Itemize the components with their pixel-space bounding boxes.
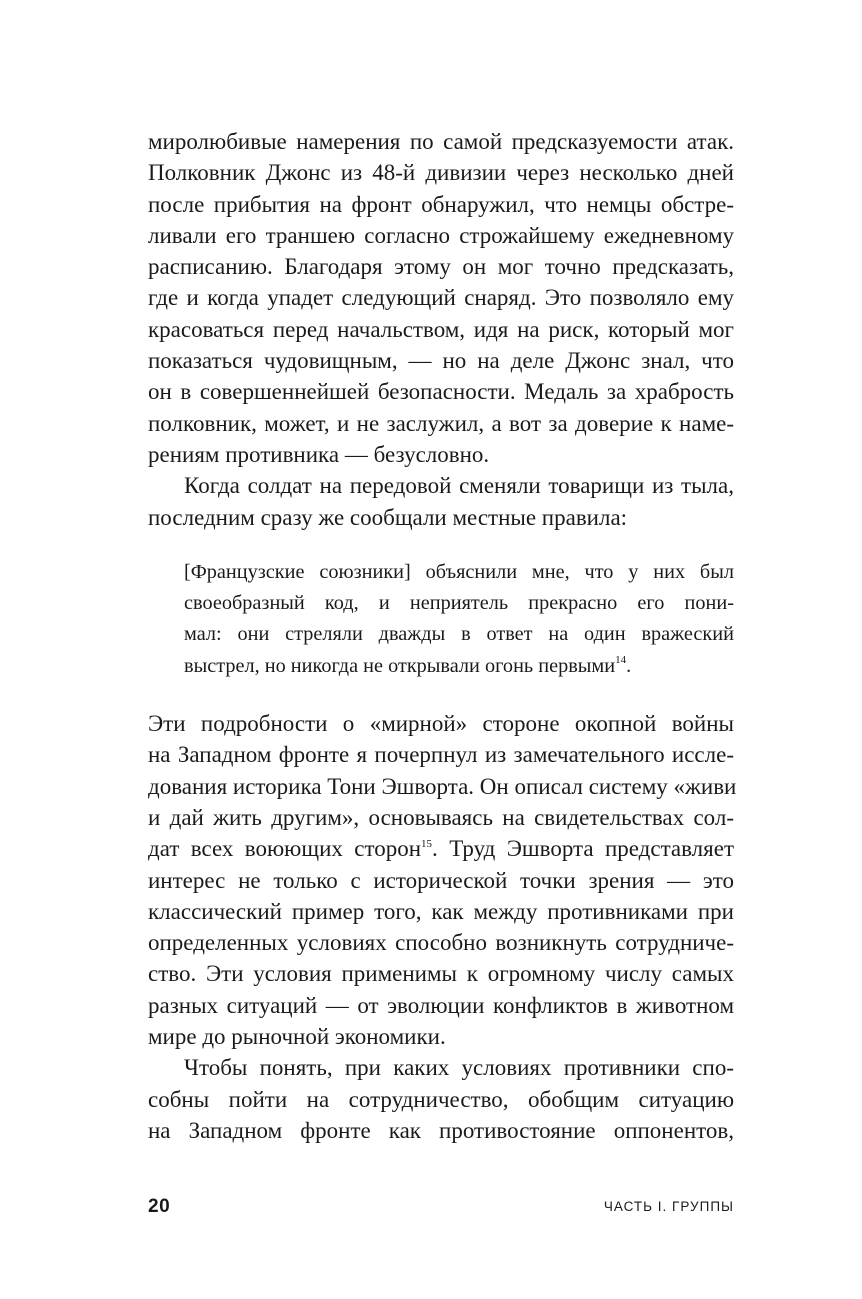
running-head: ЧАСТЬ I. ГРУППЫ: [603, 1199, 734, 1214]
text-line: Полковник Джонс из 48-й дивизии через несколько дней: [148, 160, 734, 186]
quote-line: [184, 651, 734, 682]
text-line: ливали его траншею согласно строжайшему ежедневному: [148, 222, 734, 248]
text-line: расписанию. Благодаря этому он мог точно предсказать,: [148, 254, 734, 280]
text-line: мире до рыночной экономики.: [148, 1024, 446, 1050]
paragraph-4: [148, 1052, 734, 1146]
text-line: Чтобы понять, при каких условиях противники спо-: [184, 1055, 734, 1081]
quote-line: своеобразный код, и неприятель прекрасно его пони-: [184, 592, 734, 615]
text-line: где и когда упадет следующий снаряд. Это позволяло ему: [148, 285, 734, 311]
quote-line: [Французские союзники] объяснили мне, что у них был: [184, 560, 734, 583]
quote-end: .: [626, 654, 632, 677]
text-line: ство. Эти условия применимы к огромному числу самых: [148, 961, 734, 987]
block-quote: [184, 557, 734, 682]
text-line: рениям противника — безусловно.: [148, 441, 490, 467]
text-line: на Западном фронте я почерпнул из замечательного иссле-: [148, 742, 734, 768]
text-line: Когда солдат на передовой сменяли товарищи из тыла,: [184, 473, 734, 499]
text-line: полковник, может, и не заслужил, а вот за доверие к наме-: [148, 410, 734, 436]
text-line: [148, 833, 734, 864]
text-line: классический пример того, как между противниками при: [148, 898, 734, 924]
quote-line-text: выстрел, но никогда не открывали огонь первыми: [184, 654, 616, 677]
text-segment: дат всех воюющих сторон: [148, 836, 422, 862]
text-line: красоваться перед начальством, идя на риск, который мог: [148, 316, 734, 342]
text-line: на Западном фронте как противостояние оппонентов,: [148, 1117, 734, 1143]
footnote-ref: 14: [615, 653, 627, 666]
page-footer: [148, 1196, 734, 1220]
text-line: интерес не только с исторической точки зрения — это: [148, 867, 734, 893]
footnote-ref: 15: [421, 838, 433, 851]
text-line: показаться чудовищным, — но на деле Джонс знал, что: [148, 348, 734, 374]
paragraph-3: [148, 708, 737, 1052]
text-line: определенных условиях способно возникнуть сотрудниче-: [148, 930, 734, 956]
text-line: последним сразу же сообщали местные правила:: [148, 504, 628, 530]
body-text: [148, 126, 737, 1146]
text-segment: . Труд Эшворта представляет: [432, 836, 734, 862]
text-line: и дай жить другим», основываясь на свидетельствах сол-: [148, 804, 734, 830]
text-line: собны пойти на сотрудничество, обобщим ситуацию: [148, 1086, 734, 1112]
page-number: 20: [148, 1196, 171, 1217]
text-line: дования историка Тони Эшворта. Он описал систему «живи: [148, 773, 737, 799]
text-line: разных ситуаций — от эволюции конфликтов в животном: [148, 992, 734, 1018]
quote-line: мал: они стреляли дважды в ответ на один вражеский: [184, 623, 734, 646]
text-line: миролюбивые намерения по самой предсказуемости атак.: [148, 129, 734, 154]
text-line: он в совершеннейшей безопасности. Медаль за храбрость: [148, 379, 734, 405]
text-line: Эти подробности о «мирной» стороне окопной войны: [148, 711, 734, 737]
paragraph-1: [148, 126, 734, 470]
text-line: после прибытия на фронт обнаружил, что немцы обстре-: [148, 191, 734, 217]
paragraph-2: [148, 470, 734, 533]
